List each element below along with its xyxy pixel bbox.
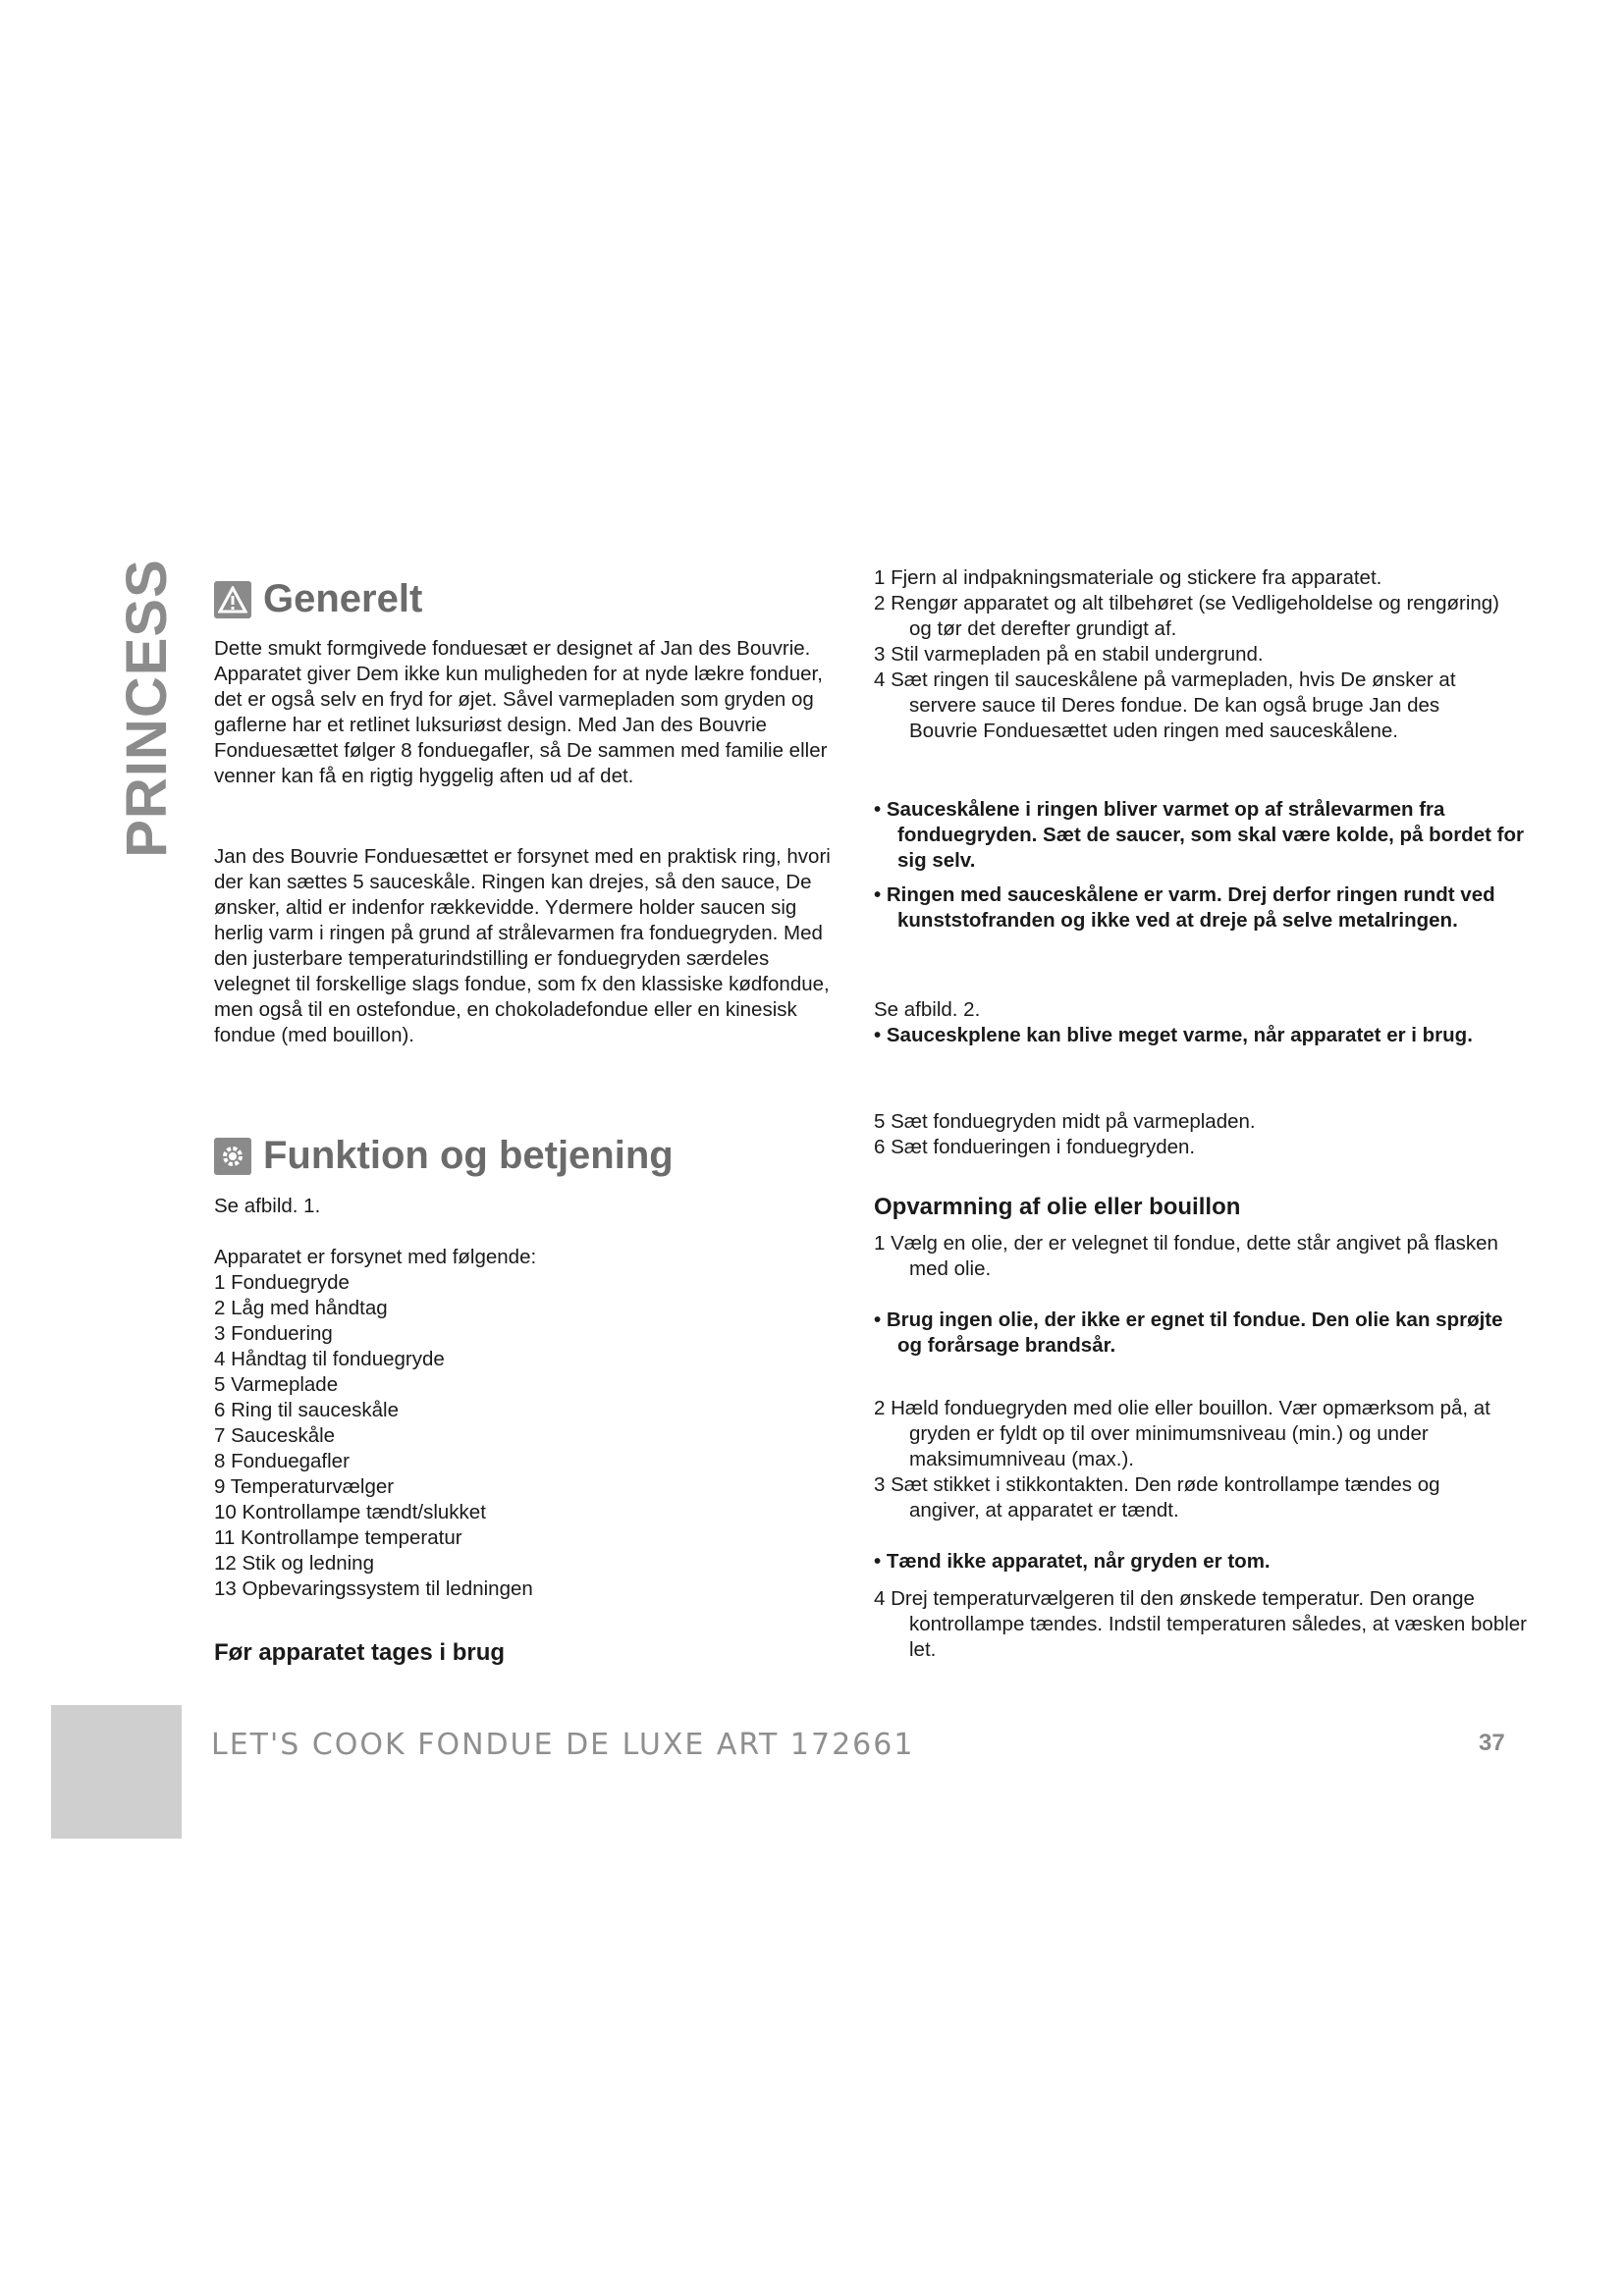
list-item: 1 Fonduegryde — [214, 1271, 350, 1294]
warning-bullet-1: • Sauceskålene i ringen bliver varmet op af strålevarmen fra fonduegryden. Sæt de saucer, som skal være kolde, på bordet for sig selv. — [874, 798, 1524, 872]
brand-logo — [110, 558, 183, 858]
list-item: 8 Fonduegafler — [214, 1450, 350, 1472]
list-item: 2 Hæld fonduegryden med olie eller bouillon. Vær opmærksom på, at gryden er fyldt op til over minimumsniveau (min.) og under maksimumniveau (max.). — [874, 1397, 1490, 1470]
warning-bullet-3: • Sauceskplene kan blive meget varme, når apparatet er i brug. — [874, 1024, 1473, 1046]
list-item: 2 Rengør apparatet og alt tilbehøret (se Vedligeholdelse og rengøring) og tør det derefter grundigt af. — [874, 592, 1500, 640]
generelt-paragraph-2: Jan des Bouvrie Fonduesættet er forsynet med en praktisk ring, hvori der kan sættes 5 sauceskåle. Ringen kan drejes, så den sauce, De ønsker, altid er indenfor rækkevidde. Ydermere holder saucen sig herlig varm i ringen på grund af strålevarmen fra fonduegryden. Med den justerbare temperaturindstilling er fonduegryden særdeles velegnet til forskellige slags fondue, som fx den klassiske kødfondue, men også til en ostefondue, en chokoladefondue eller en kinesisk fondue (med bouillon). — [214, 845, 831, 1046]
funktion-see-figure: Se afbild. 1. — [214, 1195, 321, 1217]
list-item: 12 Stik og ledning — [214, 1552, 374, 1575]
list-item: 10 Kontrollampe tændt/slukket — [214, 1501, 486, 1523]
gear-icon — [214, 1138, 251, 1175]
list-item: 3 Sæt stikket i stikkontakten. Den røde kontrollampe tændes og angiver, at apparatet er tændt. — [874, 1473, 1440, 1522]
warning-bullet-4: • Brug ingen olie, der ikke er egnet til fondue. Den olie kan sprøjte og forårsage brandsår. — [874, 1308, 1503, 1357]
list-item: 13 Opbevaringssystem til ledningen — [214, 1577, 533, 1600]
funktion-heading — [214, 1134, 833, 1178]
setup-steps-list-2 — [874, 1109, 1502, 1160]
parts-list — [214, 1270, 833, 1602]
heating-step-4: 4 Drej temperaturvælgeren til den ønskede temperatur. Den orange kontrollampe tændes. Indstil temperaturen således, at væsken bobler let. — [874, 1587, 1528, 1661]
warning-bullet-5: • Tænd ikke apparatet, når gryden er tom. — [874, 1550, 1271, 1573]
list-item: 5 Sæt fonduegryden midt på varmepladen. — [874, 1110, 1256, 1133]
list-item: 2 Låg med håndtag — [214, 1297, 388, 1319]
list-item: 3 Stil varmepladen på en stabil undergrund. — [874, 643, 1264, 666]
heating-heading: Opvarmning af olie eller bouillon — [874, 1194, 1241, 1220]
generelt-paragraph-1: Dette smukt formgivede fonduesæt er designet af Jan des Bouvrie. Apparatet giver Dem ikke kun muligheden for at nyde lækre fonduer, det er også selv en fryd for øjet. Såvel varmepladen som gryden og gaflerne har et retlinet luksuriøst design. Med Jan des Bouvrie Fonduesættet følger 8 fonduegafler, så De sammen med familie eller venner kan få en rigtig hyggelig aften ud af det. — [214, 637, 828, 787]
list-item: 6 Sæt fondueringen i fonduegryden. — [874, 1136, 1196, 1158]
funktion-intro: Apparatet er forsynet med følgende: — [214, 1246, 537, 1268]
list-item: 7 Sauceskåle — [214, 1424, 336, 1447]
warning-icon — [214, 581, 251, 618]
footer-gray-block — [51, 1705, 182, 1839]
list-item: 4 Håndtag til fonduegryde — [214, 1348, 445, 1370]
before-use-heading: Før apparatet tages i brug — [214, 1639, 506, 1666]
list-item: 11 Kontrollampe temperatur — [214, 1526, 462, 1549]
see-figure-2: Se afbild. 2. — [874, 998, 981, 1021]
heating-steps-list — [874, 1396, 1502, 1523]
page-number: 37 — [1479, 1730, 1505, 1756]
list-item: 6 Ring til sauceskåle — [214, 1399, 400, 1421]
warning-bullet-2: • Ringen med sauceskålene er varm. Drej derfor ringen rundt ved kunststofranden og ikke ved at dreje på selve metalringen. — [874, 883, 1495, 932]
list-item: 4 Sæt ringen til sauceskålene på varmepladen, hvis De ønsker at servere sauce til Deres fondue. De kan også bruge Jan des Bouvrie Fonduesættet uden ringen med sauceskålene. — [874, 668, 1456, 742]
list-item: 3 Fonduering — [214, 1322, 333, 1345]
list-item: 5 Varmeplade — [214, 1373, 339, 1396]
list-item: 9 Temperaturvælger — [214, 1475, 395, 1498]
footer-title: LET'S COOK FONDUE DE LUXE ART 172661 — [211, 1728, 915, 1762]
generelt-heading — [214, 577, 833, 621]
generelt-title: Generelt — [263, 577, 423, 620]
section-funktion — [214, 1134, 833, 1178]
funktion-title: Funktion og betjening — [263, 1134, 674, 1177]
heating-step-1: 1 Vælg en olie, der er velegnet til fondue, dette står angivet på flasken med olie. — [874, 1232, 1498, 1280]
brand-name: PRINCESS — [114, 558, 179, 858]
list-item: 1 Fjern al indpakningsmateriale og stickere fra apparatet. — [874, 566, 1382, 589]
setup-steps-list — [874, 565, 1502, 744]
section-generelt — [214, 577, 833, 621]
